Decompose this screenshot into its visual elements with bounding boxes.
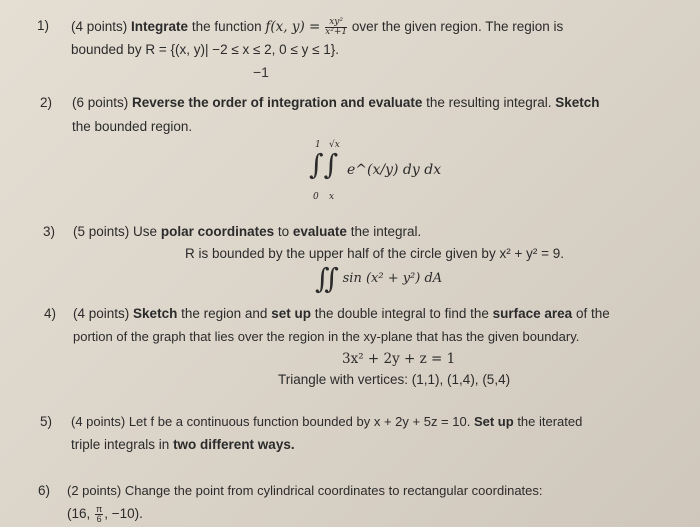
problem-1-line-1 [71,18,563,37]
problem-2-upper-outer: 1 [315,140,321,150]
problem-1-func: f(x, y) = [265,19,321,36]
problem-4-line-2: portion of the graph that lies over the region in the xy-plane that has the given boundary. [73,329,580,344]
problem-5-line-2 [71,437,295,452]
problem-4-points: (4 points) [73,306,130,321]
problem-5-bold-2: two different ways. [173,437,295,452]
problem-6-den: 6 [96,514,102,524]
problem-2-rest: the resulting integral. [426,95,552,110]
problem-1-mid: the function [191,19,262,35]
problem-3-mid: to [277,224,290,239]
problem-5-text: Let f be a continuous function bounded by x + 2y + 5z = 10. [128,414,471,429]
problem-2-upper-inner: √x [329,140,340,150]
problem-6-pi: π [96,504,103,514]
problem-3-integrand: sin (x² + y²) dA [342,271,443,286]
problem-1-points: (4 points) [71,19,128,35]
double-integral-sign-icon: ∬ [315,262,339,295]
problem-1-frac-den: x²+1 [325,27,348,37]
problem-5-end: the iterated [517,414,583,429]
problem-1-line-2: bounded by R = {(x, y)| −2 ≤ x ≤ 2, 0 ≤ y ≤ 1}. [71,42,340,57]
problem-2-points: (6 points) [72,95,129,110]
problem-6-line-1 [67,483,543,498]
problem-4-bold-3: surface area [492,306,573,321]
problem-3-end: the integral. [350,224,422,239]
problem-6-text: Change the point from cylindrical coordinates to rectangular coordinates: [124,483,543,498]
problem-2-integrand: e^(x/y) dy dx [347,162,442,178]
problem-1-number: 1) [37,18,50,33]
problem-3-integral [315,262,442,295]
integral-sign-icon: ∫∫ [309,148,339,181]
problem-4-line-1 [73,306,610,321]
problem-2-line-2: the bounded region. [72,119,193,134]
problem-4-mid-1: the region and [181,306,268,321]
problem-1-frac-num: xy² [325,18,347,28]
problem-5-points: (4 points) [71,414,126,429]
problem-6-point-open: (16, [67,506,91,522]
problem-1-handwritten-mark: −1 [253,64,269,80]
problem-6-number: 6) [38,483,51,498]
problem-5-number: 5) [40,414,53,429]
problem-5-line-2-text: triple integrals in [71,437,170,452]
problem-2-line-1 [72,95,600,110]
problem-4-number: 4) [44,306,57,321]
problem-6-point-close: , −10). [104,506,143,522]
problem-3-line-1 [73,224,421,239]
problem-6-point [67,505,143,524]
problem-3-bold-2: evaluate [292,224,347,239]
problem-2-bold-2: Sketch [555,95,600,110]
problem-2-integral [309,140,469,210]
problem-4-end-1: of the [575,306,610,321]
problem-1-end: over the given region. The region is [351,19,564,35]
problem-4-bold-2: set up [271,306,311,321]
problem-1-action: Integrate [131,19,189,35]
problem-3-use: Use [133,224,158,239]
problem-6-points: (2 points) [67,483,122,498]
problem-3-bold-1: polar coordinates [160,224,275,239]
problem-3-number: 3) [43,224,56,239]
problem-3-line-2: R is bounded by the upper half of the circle given by x² + y² = 9. [185,246,564,261]
problem-2-number: 2) [40,95,53,110]
problem-6-fraction [95,505,103,524]
problem-4-bold-1: Sketch [133,306,178,321]
problem-2-lower-outer: 0 [313,192,319,202]
problem-5-line-1 [71,414,582,429]
problem-4-equation: 3x² + 2y + z = 1 [342,351,456,367]
problem-5-bold-1: Set up [473,414,514,429]
problem-4-vertices: Triangle with vertices: (1,1), (1,4), (5,4) [278,372,511,387]
problem-1-fraction [325,18,347,37]
problem-3-points: (5 points) [73,224,130,239]
problem-4-mid-2: the double integral to find the [314,306,489,321]
problem-2-bold-1: Reverse the order of integration and evaluate [132,95,423,110]
problem-2-lower-inner: x [329,192,335,202]
